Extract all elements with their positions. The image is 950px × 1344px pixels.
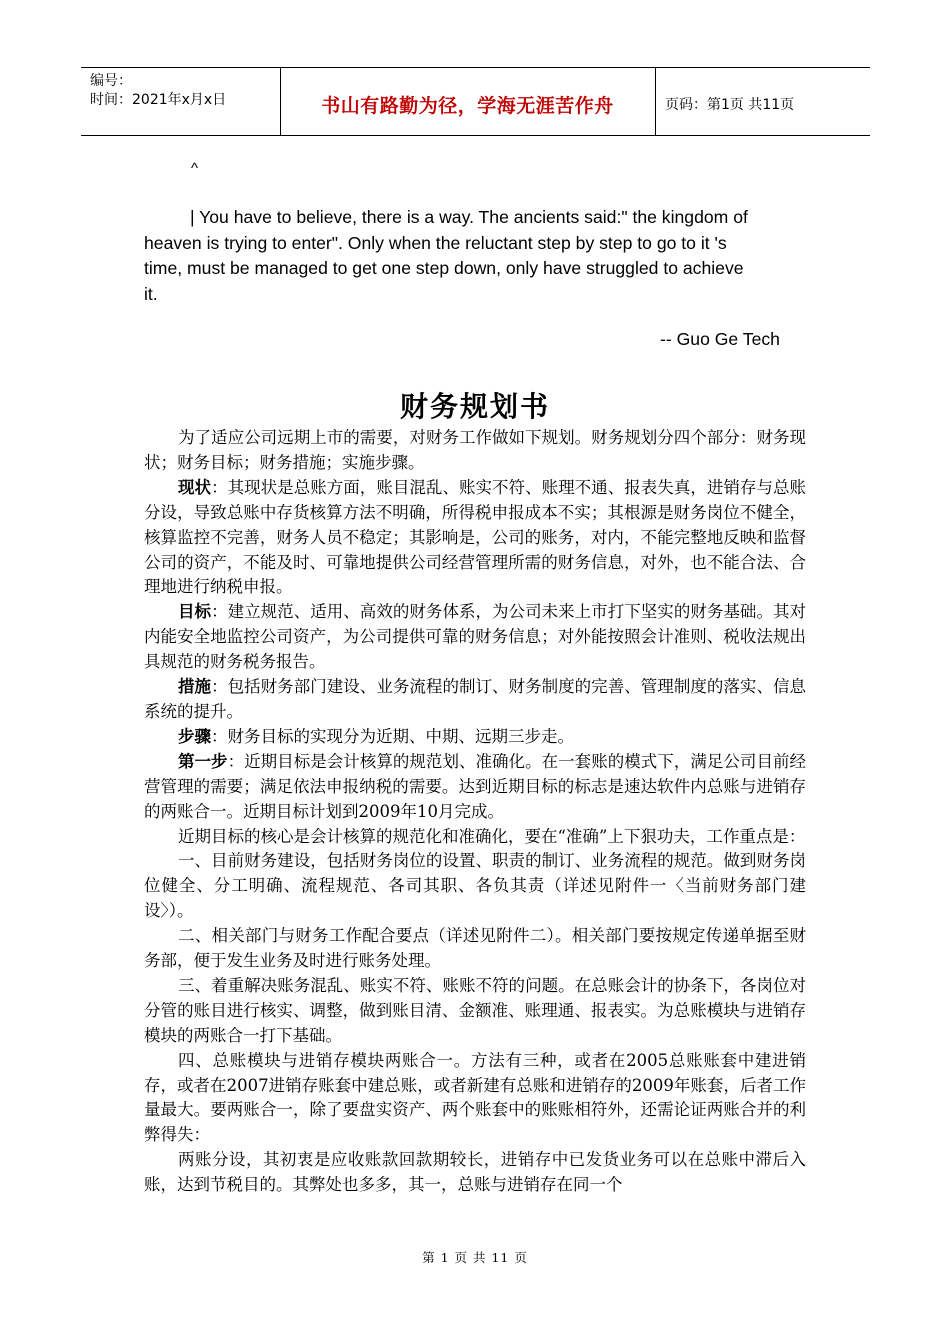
paragraph-status [144, 476, 806, 601]
header-time: 时间：2021年x月x日 [90, 92, 227, 108]
header-page-number: 页码：第1页 共11页 [665, 97, 795, 113]
header-bottom-rule [81, 135, 870, 136]
paragraph: 为了适应公司远期上市的需要，对财务工作做如下规划。财务规划分四个部分：财务现状；财务目标；财务措施；实施步骤。 [144, 428, 806, 472]
paragraph: 三、着重解决账务混乱、账实不符、账账不符的问题。在总账会计的协条下，各岗位对分管的账目进行核实、调整，做到账目清、金额准、账理通、报表实。为总账模块与进销存模块的两账合一打下基础。 [144, 975, 806, 1045]
page-footer: 第 1 页 共 11 页 [422, 1250, 528, 1265]
quote-line: | You have to believe, there is a way. The ancients said:" the kingdom of [190, 207, 748, 227]
paragraph: 近期目标的核心是会计核算的规范化和准确化，要在“准确”上下狠功夫，工作重点是： [178, 826, 806, 846]
paragraph: 四、总账模块与进销存模块两账合一。方法有三种，或者在2005总账账套中建进销存，或者在2007进销存账套中建总账，或者新建有总账和进销存的2009年账套，后者工作量最大。要两账合一，除了要盘实资产、两个账套中的账账相符外，还需论证两账合并的利弊得失： [144, 1050, 806, 1145]
paragraph-text: ：建立规范、适用、高效的财务体系，为公司未来上市打下坚实的财务基础。其对内能安全地监控公司资产，为公司提供可靠的财务信息；对外能按照会计准则、税收法规出具规范的财务税务报告。 [144, 602, 807, 672]
paragraph: 两账分设，其初衷是应收账款回款期较长，进销存中已发货业务可以在总账中滞后入账，达到节税目的。其弊处也多多，其一，总账与进销存在同一个 [144, 1150, 806, 1195]
paragraph-heading: 现状 [178, 477, 212, 497]
quote-line: it. [144, 283, 158, 304]
paragraph-measures [144, 675, 806, 725]
quote-block [144, 205, 814, 307]
header-motto: 书山有路勤为径，学海无涯苦作舟 [321, 95, 614, 117]
paragraph-heading: 措施 [178, 677, 212, 697]
paragraph-text: ：近期目标是会计核算的规范划、准确化。在一套账的模式下，满足公司目前经营管理的需要；满足依法申报纳税的需要。达到近期目标的标志是速达软件内总账与进销存的两账合一。近期目标计划到2009年10月完成。 [144, 751, 807, 821]
document-title: 财务规划书 [399, 390, 550, 423]
quote-line: time, must be managed to get one step down, only have struggled to achieve [144, 258, 744, 278]
paragraph-text: ：其现状是总账方面，账目混乱、账实不符、账理不通、报表失真，进销存与总账分设，导致总账中存货核算方法不明确，所得税申报成本不实；其根源是财务岗位不健全，核算监控不完善，财务人员不稳定；其影响是，公司的账务，对内，不能完整地反映和监督公司的资产，不能及时、可靠地提供公司经营管理所需的财务信息，对外，也不能合法、合理地进行纳税申报。 [144, 477, 807, 597]
quote-signature: -- Guo Ge Tech [660, 329, 780, 349]
paragraph-heading: 第一步 [178, 751, 228, 771]
paragraph-text: ：财务目标的实现分为近期、中期、远期三步走。 [211, 726, 574, 746]
header-top-rule [81, 67, 870, 68]
header-divider-right [655, 67, 656, 136]
quote-line: heaven is trying to enter". Only when the reluctant step by step to go to it 's [144, 232, 727, 253]
paragraph-step-one [144, 750, 806, 825]
paragraph: 一、目前财务建设，包括财务岗位的设置、职责的制订、业务流程的规范。做到财务岗位健全、分工明确、流程规范、各司其职、各负其责（详述见附件一〈当前财务部门建设〉）。 [144, 851, 806, 921]
caret-mark: ^ [191, 160, 199, 177]
paragraph-steps [144, 725, 806, 750]
paragraph: 二、相关部门与财务工作配合要点（详述见附件二）。相关部门要按规定传递单据至财务部，便于发生业务及时进行账务处理。 [144, 926, 806, 971]
header-number: 编号： [90, 73, 132, 89]
paragraph-heading: 目标 [178, 602, 212, 622]
paragraph-heading: 步骤 [178, 726, 211, 746]
document-body [144, 426, 806, 1198]
paragraph-goal [144, 600, 806, 675]
paragraph-text: ：包括财务部门建设、业务流程的制订、财务制度的完善、管理制度的落实、信息系统的提升。 [144, 677, 807, 721]
header-left-cell [90, 72, 226, 110]
